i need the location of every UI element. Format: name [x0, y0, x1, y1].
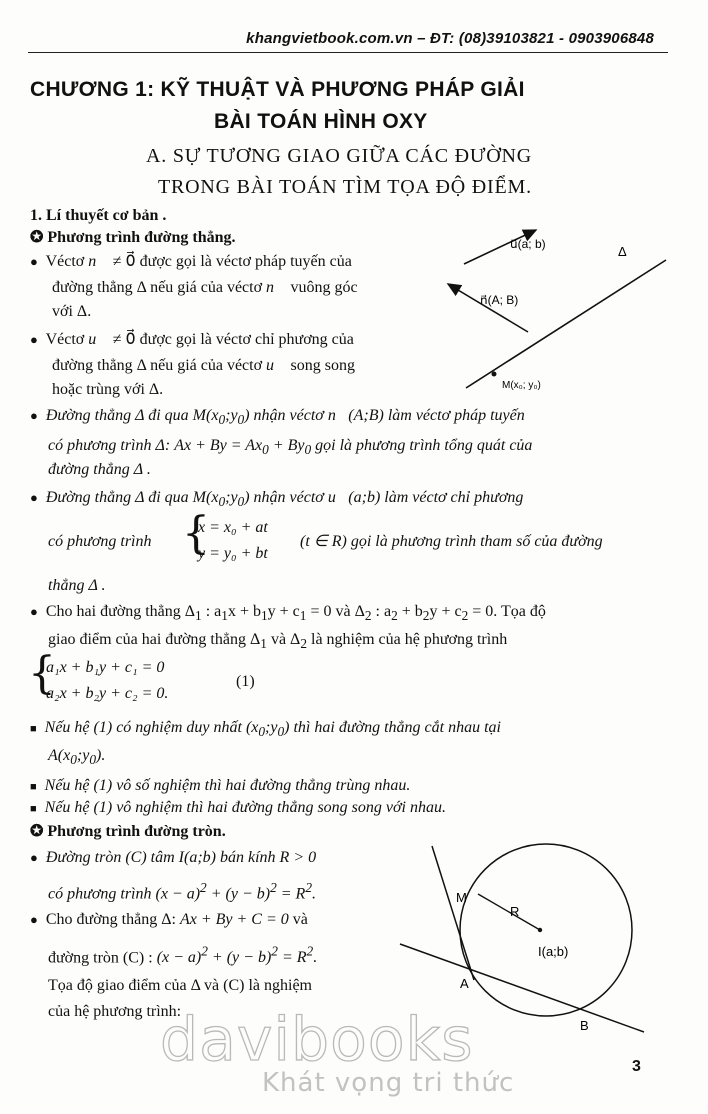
text-line: hoặc trùng với Δ. [52, 381, 164, 398]
sub-circle-heading: ✪ Phương trình đường tròn. [30, 823, 226, 840]
header-rule [28, 52, 668, 53]
text-line: đường thẳng Δ . [48, 461, 151, 478]
text-line: ● Cho đường thẳng Δ: Ax + By + C = 0 và [30, 911, 308, 928]
i-label: I(a;b) [538, 944, 569, 959]
text-line: ● Đường thẳng Δ đi qua $M(x_0;y_0)$ nhận véctơ n⃗(A;B) làm véctơ pháp tuyến [30, 407, 525, 428]
heading-bullet-icon: ✪ [30, 229, 44, 246]
circle-c [460, 844, 632, 1016]
point-m [492, 372, 497, 377]
heading-bullet-icon: ✪ [30, 823, 44, 840]
tangent-line [432, 846, 474, 980]
text-line: ● Đường tròn (C) tâm I(a;b) bán kính R > 0 [30, 849, 317, 866]
param-y: y = y₀ + bt [198, 545, 268, 562]
u-label: u⃗(a; b) [510, 237, 546, 251]
n-label: n⃗(A; B) [480, 293, 519, 307]
system-eq-1: a₁x + b₁y + c₁ = 0 [46, 659, 165, 676]
text-line: ■ Nếu hệ (1) vô số nghiệm thì hai đường thẳng trùng nhau. [30, 777, 411, 794]
system-eq-2: a₂x + b₂y + c₂ = 0. [46, 685, 169, 702]
part1-title: 1. Lí thuyết cơ bản . [30, 207, 167, 224]
delta-label: Δ [618, 244, 627, 259]
brace-icon: { [28, 648, 56, 699]
line-vectors-figure [436, 228, 686, 398]
text-line: có phương trình [48, 533, 152, 550]
watermark-slogan: Khát vọng tri thức [262, 1068, 515, 1098]
delta-line [466, 260, 666, 388]
m-label: M(x₀; y₀) [502, 380, 541, 391]
text-line: có phương trình Δ: $Ax + By = Ax_0 + By_0$ gọi là phương trình tổng quát của [48, 437, 533, 458]
text-line: đường thẳng Δ nếu giá của véctơ n⃗ vuông góc [52, 279, 358, 296]
brace-icon: { [182, 508, 210, 559]
text-line: đường thẳng Δ nếu giá của véctơ u⃗ song song [52, 357, 355, 374]
center-i [538, 928, 542, 932]
header-site: khangvietbook.com.vn – ĐT: (08)39103821 - 0903906848 [246, 30, 654, 47]
text-line: ■ Nếu hệ (1) vô nghiệm thì hai đường thẳng song song với nhau. [30, 799, 446, 816]
text-line: ■ Nếu hệ (1) có nghiệm duy nhất $(x_0;y_0)$ thì hai đường thẳng cắt nhau tại [30, 719, 501, 740]
section-title-line2: TRONG BÀI TOÁN TÌM TỌA ĐỘ ĐIỂM. [158, 176, 532, 198]
text-line: ● Đường thẳng Δ đi qua $M(x_0;y_0)$ nhận véctơ u⃗(a;b) làm véctơ chỉ phương [30, 489, 524, 510]
sub-line-heading: ✪ Phương trình đường thẳng. [30, 229, 236, 246]
chapter-title-line1: CHƯƠNG 1: KỸ THUẬT VÀ PHƯƠNG PHÁP GIẢI [30, 78, 525, 101]
text-line: giao điểm của hai đường thẳng $\Delta_1$ và $\Delta_2$ là nghiệm của hệ phương trình [48, 631, 508, 652]
text-line: ● Véctơ u⃗ ≠ 0⃗ được gọi là véctơ chỉ phương của [30, 331, 354, 348]
text-line: của hệ phương trình: [48, 1003, 182, 1020]
system-number: (1) [236, 673, 255, 690]
text-line: có phương trình $(x - a)^2 + (y - b)^2 = R^2$. [48, 880, 316, 903]
r-label: R [510, 904, 520, 919]
text-line: ● Cho hai đường thẳng $\Delta_1$ : $a_1x + b_1y + c_1 = 0$ và $\Delta_2$ : $a_2 + b_2y + c_2 = 0$. Tọa độ [30, 603, 546, 624]
m-label: M [456, 890, 467, 905]
a-label: A [460, 976, 469, 991]
text-line: (t ∈ R) gọi là phương trình tham số của đường [300, 533, 603, 550]
n-vector-arrow [448, 284, 528, 332]
text-line: với Δ. [52, 303, 92, 320]
text-line: $A(x_0;y_0)$. [48, 747, 106, 768]
watermark-brand: davibooks [160, 1005, 474, 1075]
text-line: ● Véctơ n⃗ ≠ 0⃗ được gọi là véctơ pháp tuyến của [30, 253, 352, 270]
param-x: x = x₀ + at [198, 519, 268, 536]
section-title-line1: A. SỰ TƯƠNG GIAO GIỮA CÁC ĐƯỜNG [146, 145, 532, 167]
text-line: Tọa độ giao điểm của Δ và (C) là nghiệm [48, 977, 312, 994]
b-label: B [580, 1018, 589, 1033]
page-number: 3 [632, 1058, 641, 1075]
radius-segment [478, 894, 540, 930]
text-line: đường tròn (C) : $(x - a)^2 + (y - b)^2 = R^2$. [48, 944, 318, 967]
chapter-title-line2: BÀI TOÁN HÌNH OXY [214, 110, 428, 133]
text-line: thẳng Δ . [48, 577, 106, 594]
